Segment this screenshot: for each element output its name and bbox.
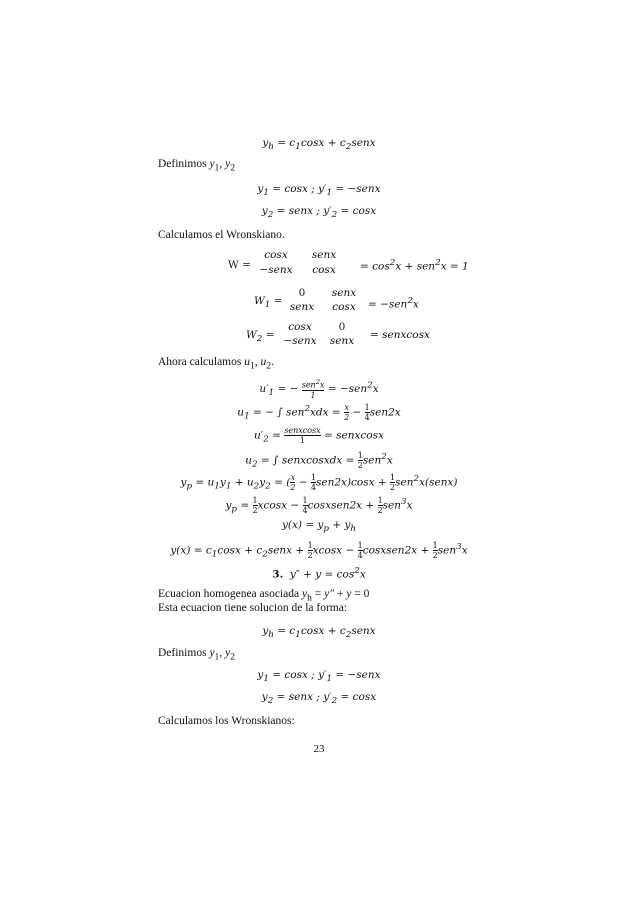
det-label: W = <box>228 259 251 271</box>
ahora-calculamos: Ahora calculamos $u_1$, $u_2$. <box>158 356 274 372</box>
problem-3: 3. $y'' + y = \cos^2x$ <box>272 566 366 581</box>
u2-prime: $u'_2$ = senxcosx 1 = senxcosx <box>254 426 384 445</box>
yp-simplified: $y_p$ = $\frac{1}{2}$ xcosx − $\frac{1}{4}$ cosxsen2x + $\frac{1}{2}$ sen$^3$x <box>225 496 413 515</box>
page-number: 23 <box>313 743 325 755</box>
wronskian-W <box>228 248 468 282</box>
det-cell: senx <box>329 335 355 347</box>
definimos-line-2: Definimos $y_1$, $y_2$ <box>158 647 235 663</box>
det-cell: senx <box>311 249 337 261</box>
det-cell: 0 <box>298 287 306 299</box>
det-cell: cosx <box>288 321 312 333</box>
y-general-full: $y(x) = c_1\cos x$ + $c_2senx$ + $\frac{1}{2}$ xcosx − $\frac{1}{4}$ cosxsen2x + $\frac{1}{2}$ sen$^3$x <box>170 541 468 560</box>
det-label: $W_1$ = <box>254 295 283 311</box>
wronskiano-heading: Calculamos el Wronskiano. <box>158 229 285 241</box>
det-cell: cosx <box>264 249 288 261</box>
det-result: = −sen$^2$x <box>368 296 419 311</box>
det-result: = $\cos^2x + sen^2x = 1$ <box>360 258 469 273</box>
wronskianos-heading: Calculamos los Wronskianos: <box>158 715 295 727</box>
u1-prime: $u'_1$ = − sen$^2$x 1 = −sen$^2$x <box>259 378 379 400</box>
y1-derivative-1: $y_1 = \cos x$ ; $y'_1$ = −senx <box>257 183 381 199</box>
det-cell: cosx <box>332 301 356 313</box>
y1-derivative-2: $y_1 = \cos x$ ; $y'_1$ = −senx <box>257 669 381 685</box>
det-result: = senxcosx <box>370 329 430 341</box>
yh-equation-1: $y_h = c_1\cos x$ + $c_2senx$ <box>262 137 376 153</box>
ecuacion-homogenea: Ecuacion homogenea asociada $y_h = y'' + y = 0$ <box>158 588 370 604</box>
esta-ecuacion: Esta ecuacion tiene solucion de la forma: <box>158 602 348 614</box>
det-cell: −senx <box>283 335 317 347</box>
wronskian-W2 <box>246 320 446 354</box>
u1-integral: $u_1$ = − ∫ sen$^2$xdx = $\frac{x}{2}$ − $\frac{1}{4}$ sen2x <box>237 403 401 422</box>
y2-derivative-2: $y_2$ = senx ; $y'_2 = \cos x$ <box>261 691 377 707</box>
det-cell: senx <box>331 287 357 299</box>
yh-equation-2: $y_h = c_1\cos x$ + $c_2senx$ <box>262 625 376 641</box>
det-cell: cosx <box>312 264 336 276</box>
det-cell: 0 <box>338 321 346 333</box>
y2-derivative-1: $y_2$ = senx ; $y'_2 = \cos x$ <box>261 205 377 221</box>
yp-expansion: $y_p = u_1y_1 + u_2y_2$ = ( $\frac{x}{2}$ − $\frac{1}{4}$ sen2x)cosx + $\frac{1}{2}$ sen$^2$x(senx) <box>180 473 458 492</box>
u2-integral: $u_2$ = ∫ senxcosxdx = $\frac{1}{2}$ sen$^2$x <box>245 451 393 470</box>
wronskian-W1 <box>254 286 434 320</box>
y-general-short: $y(x) = y_p + y_h$ <box>281 519 357 535</box>
det-label: $W_2$ = <box>246 329 275 345</box>
det-cell: senx <box>289 301 315 313</box>
det-cell: −senx <box>259 264 293 276</box>
definimos-line-1: Definimos $y_1$, $y_2$ <box>158 158 235 174</box>
